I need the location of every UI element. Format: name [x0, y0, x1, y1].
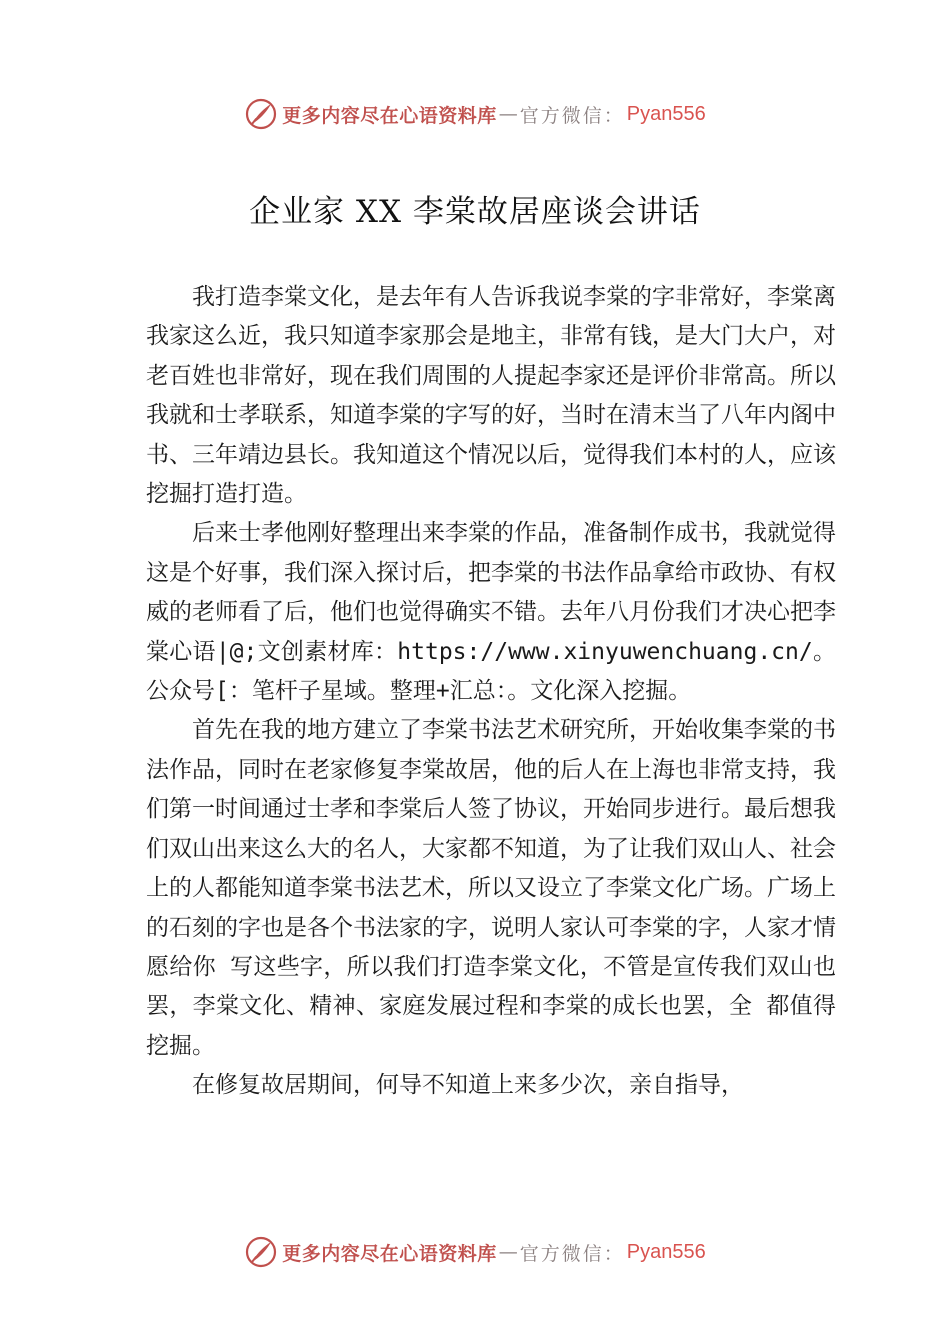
banner-brand-text: 更多内容尽在心语资料库: [282, 104, 497, 127]
paragraph: 在修复故居期间，何导不知道上来多少次，亲自指导，: [192, 1072, 744, 1099]
document-body: [146, 278, 836, 1106]
quill-logo-icon: [244, 1235, 278, 1269]
banner-wechat-label: 官方微信：: [519, 1242, 625, 1265]
footer-watermark-banner: [0, 1232, 950, 1272]
document-title: 企业家 XX 李棠故居座谈会讲话: [249, 194, 701, 230]
banner-wechat-id: Pyan556: [626, 102, 706, 125]
banner-wechat-label: 官方微信：: [519, 104, 625, 127]
paragraph: 我打造李棠文化，是去年有人告诉我说李棠的字非常好，李棠离我家这么近，我只知道李家那会是地主，非常有钱，是大门大户，对老百姓也非常好，现在我们周围的人提起李家还是评价非常高。所以我就和士孝联系，知道李棠的字写的好，当时在清末当了八年内阁中书、三年靖边县长。我知道这个情况以后，觉得我们本村的人，应该挖掘打造打造。: [146, 284, 836, 508]
banner-brand-text: 更多内容尽在心语资料库: [282, 1242, 497, 1265]
banner-separator: —: [498, 1241, 518, 1263]
header-watermark-banner: [0, 94, 950, 134]
paragraph: 首先在我的地方建立了李棠书法艺术研究所，开始收集李棠的书法作品，同时在老家修复李棠故居，他的后人在上海也非常支持，我们第一时间通过士孝和李棠后人签了协议，开始同步进行。最后想我们双山出来这么大的名人，大家都不知道，为了让我们双山人、社会上的人都能知道李棠书法艺术，所以又设立了李棠文化广场。广场上的石刻的字也是各个书法家的字，说明人家认可李棠的字，人家才情愿给你 写这些字，所以我们打造李棠文化，不管是宣传我们双山也 罢，李棠文化、精神、家庭发展过程和李棠的成长也罢，全 都值得挖掘。: [146, 717, 836, 1059]
banner-wechat-id: Pyan556: [626, 1240, 706, 1263]
banner-separator: —: [498, 103, 518, 125]
quill-logo-icon: [244, 97, 278, 131]
paragraph: 后来士孝他刚好整理出来李棠的作品，准备制作成书，我就觉得这是个好事，我们深入探讨后，把李棠的书法作品拿给市政协、有权威的老师看了后，他们也觉得确实不错。去年八月份我们才决心把李棠心语|@;文创素材库：https://www.xinyuwenchuang.cn/。公众号[：笔杆子星域。整理+汇总：。文化深入挖掘。: [146, 520, 836, 705]
